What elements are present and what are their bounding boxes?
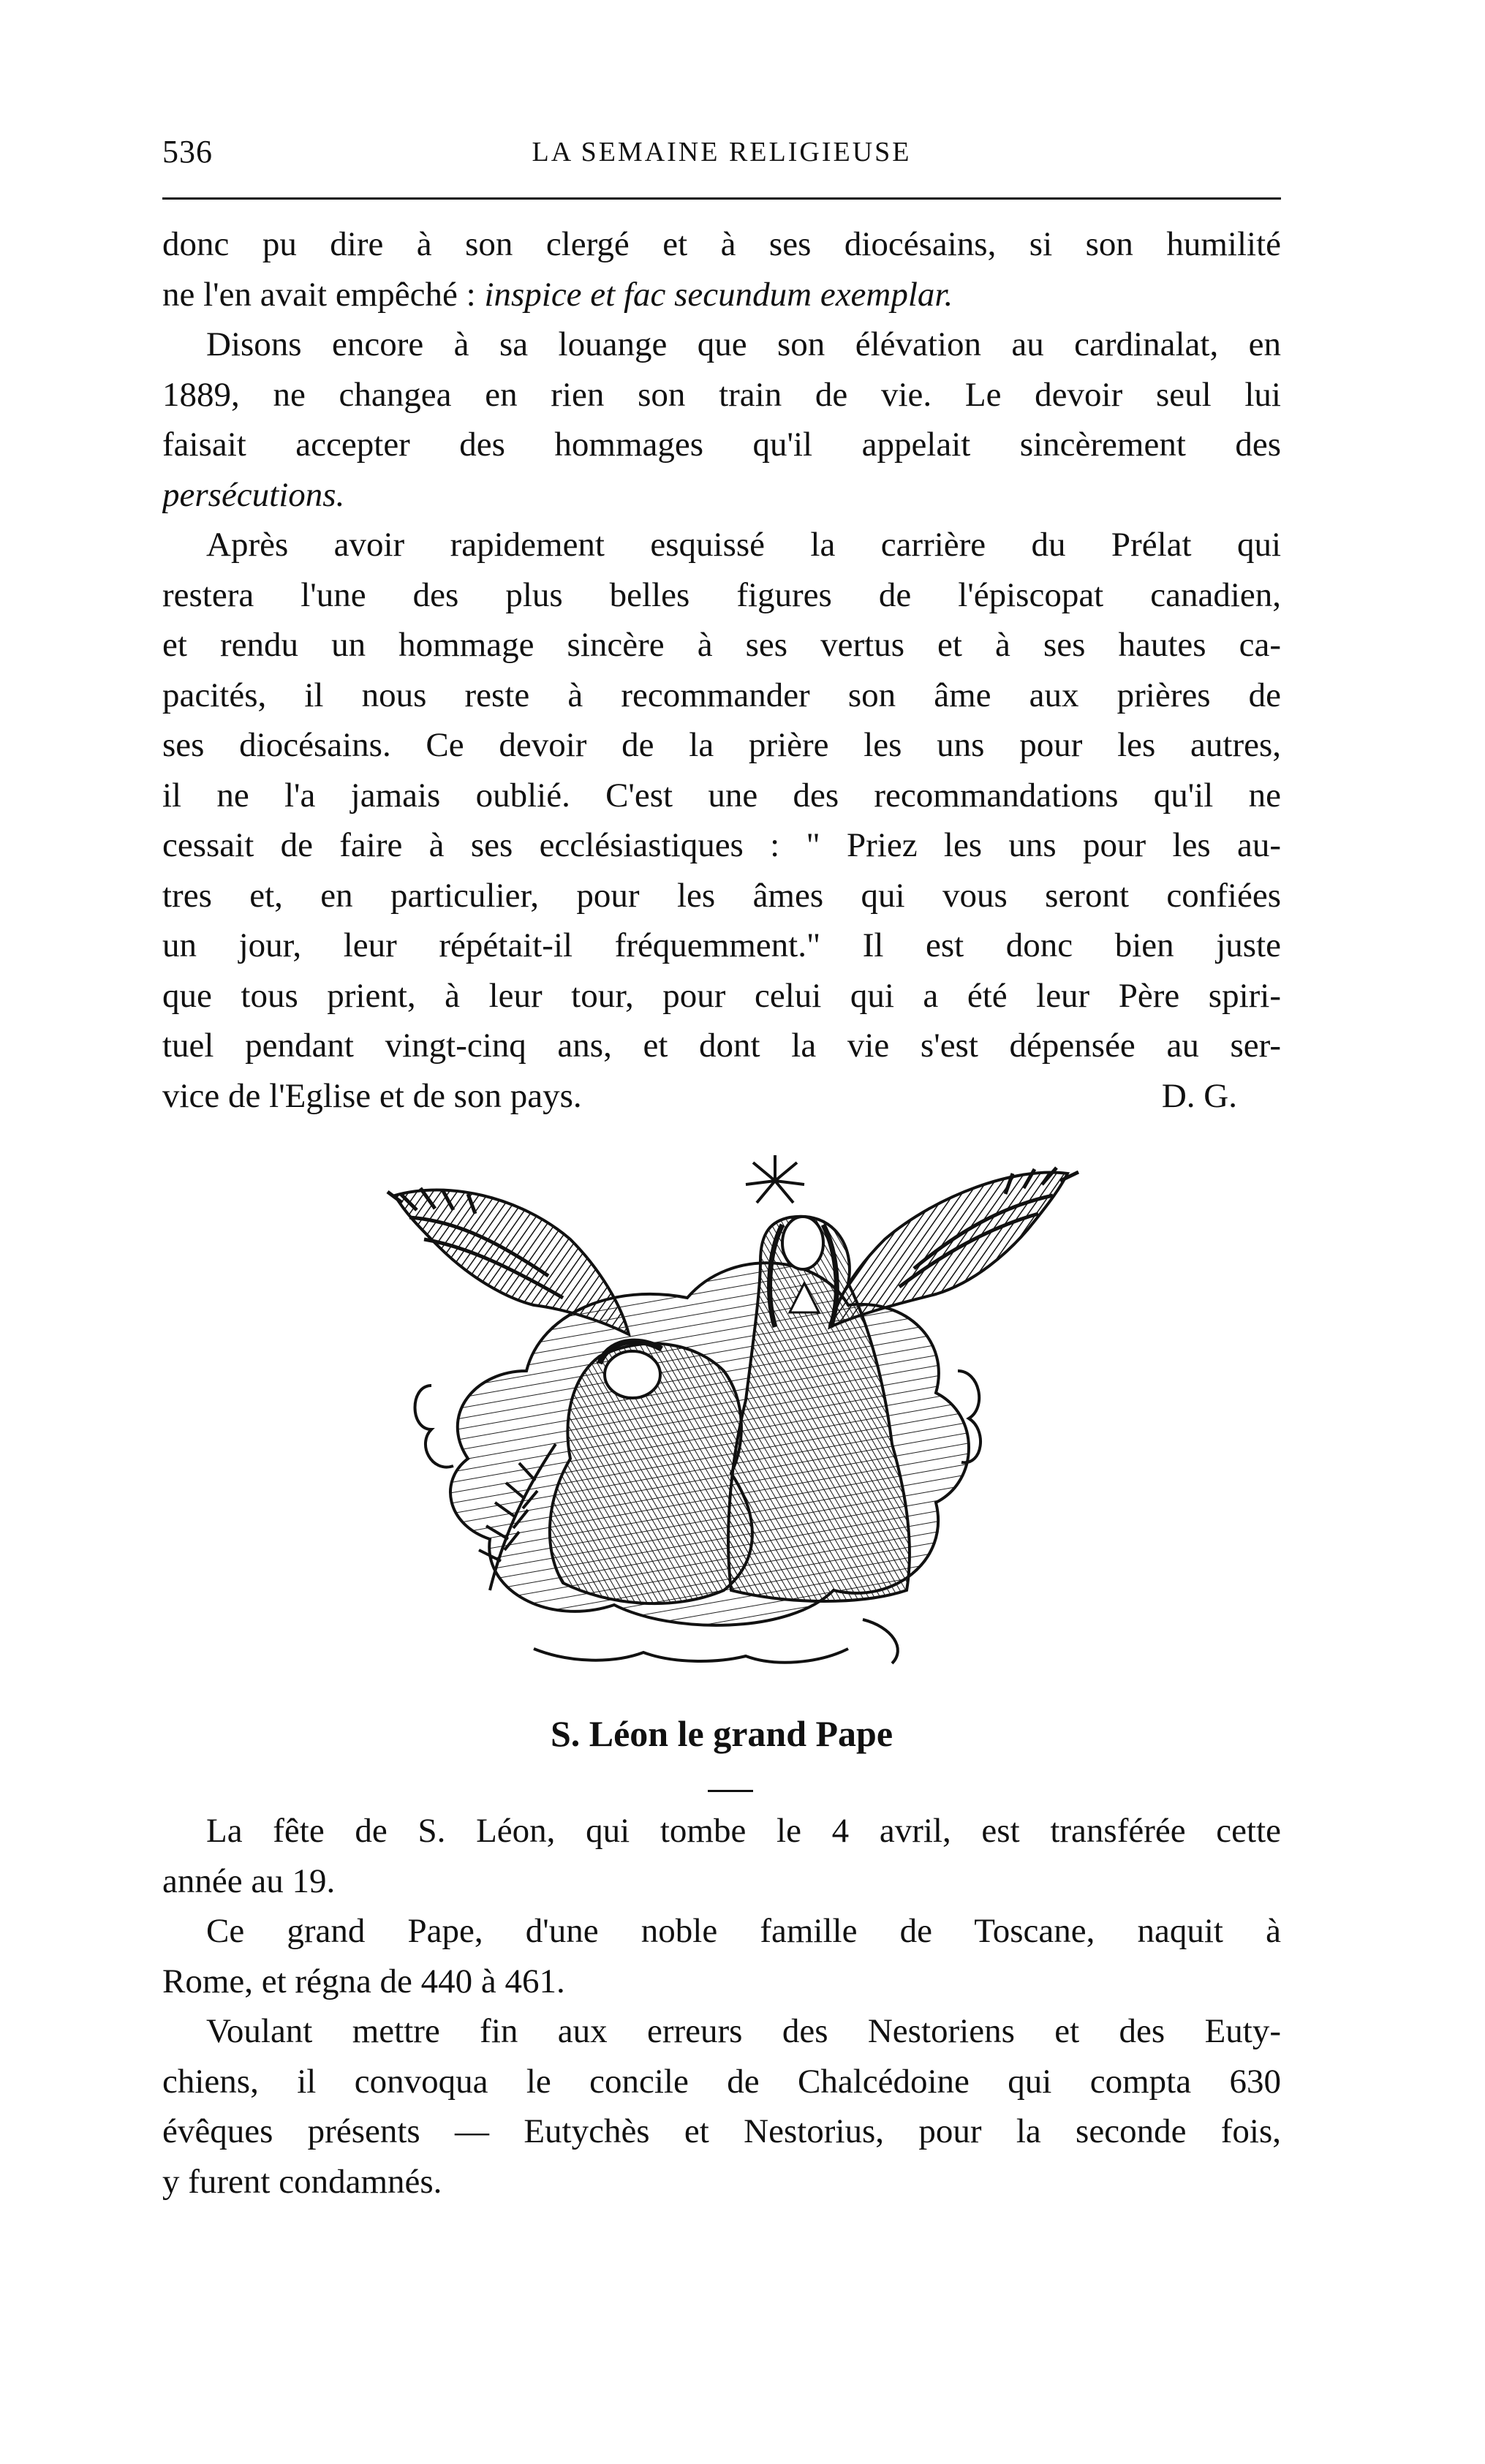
text-line: persécutions. — [162, 475, 345, 514]
header-rule — [162, 197, 1281, 200]
text-line: Rome, et régna de 440 à 461. — [162, 1962, 565, 2000]
text-line: tres et, en particulier, pour les âmes qui vous seront confiées — [162, 876, 1281, 915]
text-run: ne l'en avait empêché : — [162, 275, 485, 314]
text-line: y furent condamnés. — [162, 2162, 442, 2201]
text-line — [162, 1071, 1281, 1122]
text-line: cessait de faire à ses ecclésiastiques : " Priez les uns pour les au- — [162, 826, 1281, 864]
latin-quote: inspice et fac secundum exemplar. — [484, 275, 953, 314]
text-line: Après avoir rapidement esquissé la carrière du Prélat qui — [206, 526, 1281, 564]
text-line: faisait accepter des hommages qu'il appelait sincèrement des — [162, 426, 1281, 464]
kneeling-angel — [550, 1342, 752, 1604]
text-line: 1889, ne changea en rien son train de vie. Le devoir seul lui — [162, 375, 1281, 414]
text-line: La fête de S. Léon, qui tombe le 4 avril, est transférée cette — [206, 1812, 1281, 1850]
text-line: un jour, leur répétait-il fréquemment." Il est donc bien juste — [162, 926, 1281, 964]
text-line: tuel pendant vingt-cinq ans, et dont la vie s'est dépensée au ser- — [162, 1027, 1281, 1065]
text-line: chiens, il convoqua le concile de Chalcédoine qui compta 630 — [162, 2062, 1281, 2101]
text-line: que tous prient, à leur tour, pour celui qui a été leur Père spiri- — [162, 976, 1281, 1015]
text-line: Disons encore à sa louange que son élévation au cardinalat, en — [206, 325, 1281, 363]
text-line: Voulant mettre fin aux erreurs des Nestoriens et des Euty- — [206, 2012, 1281, 2050]
text-line: pacités, il nous reste à recommander son âme aux prières de — [162, 676, 1281, 714]
title-rule — [708, 1790, 753, 1792]
author-signature: D. G. — [1161, 1076, 1237, 1115]
page-header — [162, 133, 1281, 177]
angels-engraving — [380, 1152, 1082, 1678]
text-line: donc pu dire à son clergé et à ses diocésains, si son humilité — [162, 225, 1281, 263]
article-continuation — [162, 219, 1281, 1121]
text-line — [162, 270, 1281, 320]
text-line: ses diocésains. Ce devoir de la prière les uns pour les autres, — [162, 726, 1281, 764]
text-run: vice de l'Eglise et de son pays. — [162, 1076, 582, 1115]
text-line: année au 19. — [162, 1862, 336, 1900]
text-line: restera l'une des plus belles figures de l'épiscopat canadien, — [162, 575, 1281, 614]
section-title: S. Léon le grand Pape — [550, 1713, 893, 1754]
halo-rays — [746, 1155, 804, 1203]
text-line: Ce grand Pape, d'une noble famille de Toscane, naquit à — [206, 1912, 1281, 1950]
text-line: et rendu un hommage sincère à ses vertus et à ses hautes ca- — [162, 626, 1281, 664]
text-line: évêques présents — Eutychès et Nestorius, pour la seconde fois, — [162, 2112, 1281, 2150]
page-number: 536 — [162, 134, 213, 170]
running-title: LA SEMAINE RELIGIEUSE — [532, 137, 912, 167]
saint-leo-article — [162, 1806, 1281, 2207]
text-line: il ne l'a jamais oublié. C'est une des recommandations qu'il ne — [162, 776, 1281, 815]
